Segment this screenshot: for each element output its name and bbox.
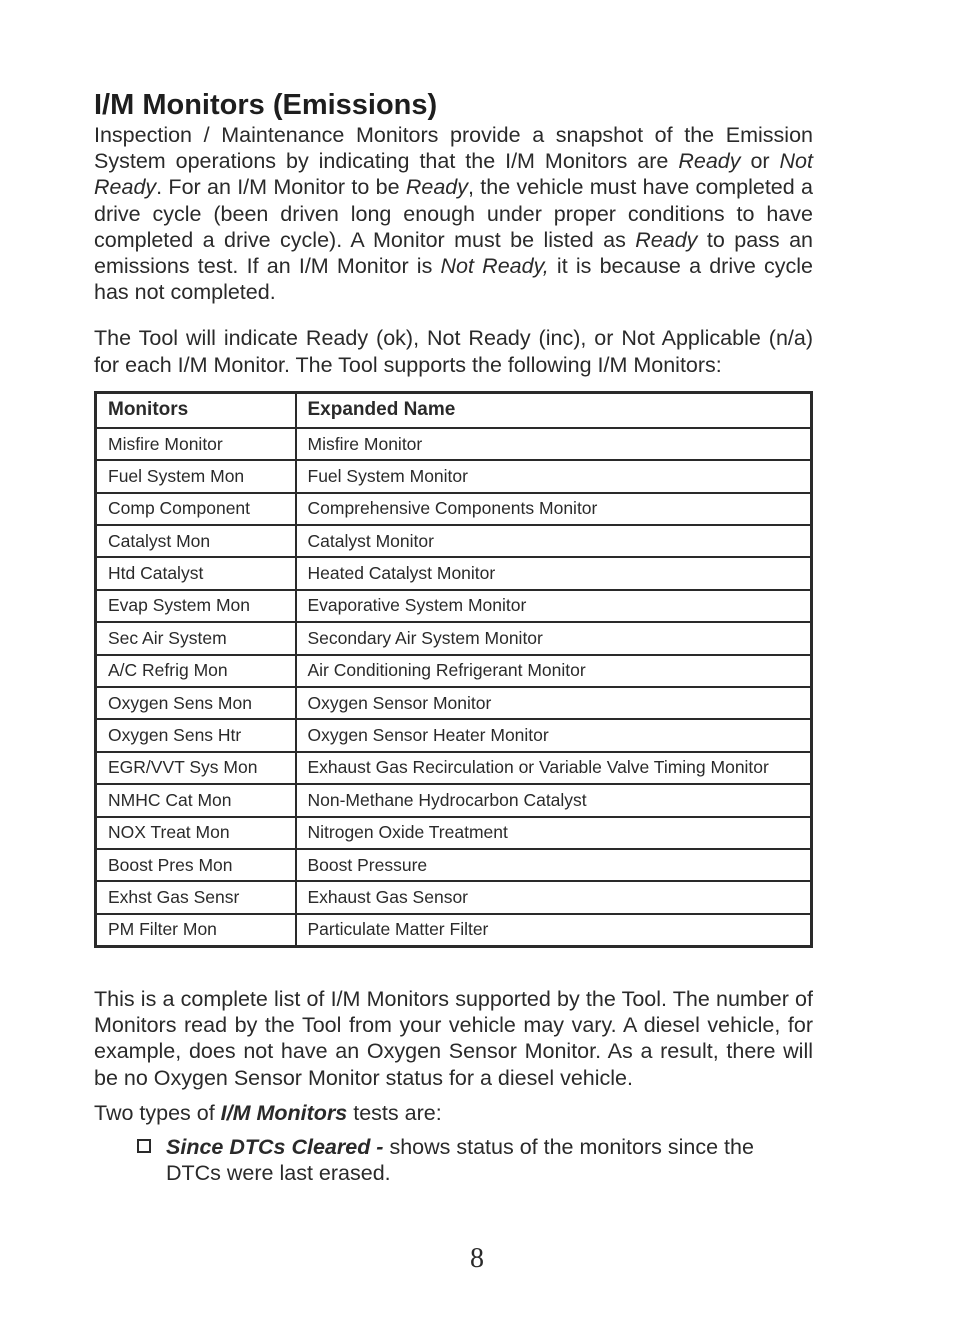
intro-text: to pass an emissions test. If an I/M Monitor is [94,227,813,279]
intro-paragraph [94,122,813,305]
table-row [96,849,812,881]
ready-term: Ready [635,227,698,252]
monitor-cell: Boost Pres Mon [96,849,296,881]
expanded-name-cell: Oxygen Sensor Heater Monitor [296,719,812,751]
ready-term: Ready [678,149,741,174]
table-row [96,557,812,589]
two-types-suffix: tests are: [347,1100,442,1125]
expanded-name-cell: Catalyst Monitor [296,525,812,557]
expanded-name-cell: Heated Catalyst Monitor [296,557,812,589]
bullet-description: shows status of the monitors since the DTCs were last erased. [166,1135,754,1186]
expanded-name-cell: Particulate Matter Filter [296,914,812,947]
table-row [96,525,812,557]
expanded-name-cell: Oxygen Sensor Monitor [296,687,812,719]
monitor-cell: Oxygen Sens Htr [96,719,296,751]
monitor-cell: Comp Component [96,493,296,525]
table-row [96,914,812,947]
monitor-cell: Htd Catalyst [96,557,296,589]
expanded-name-cell: Exhaust Gas Recirculation or Variable Valve Timing Monitor [296,752,812,784]
monitor-cell: Fuel System Mon [96,460,296,492]
table-row [96,817,812,849]
im-monitors-term: I/M Monitors [220,1100,348,1125]
expanded-name-cell: Exhaust Gas Sensor [296,881,812,913]
table-row [96,752,812,784]
intro-text: or [740,149,780,174]
column-header-expanded-name: Expanded Name [296,392,812,428]
table-header-row [96,392,812,428]
expanded-name-cell: Boost Pressure [296,849,812,881]
table-row [96,784,812,816]
monitor-cell: NOX Treat Mon [96,817,296,849]
expanded-name-cell: Misfire Monitor [296,428,812,460]
checkbox-bullet-icon [137,1139,151,1153]
monitors-table [94,391,813,948]
expanded-name-cell: Air Conditioning Refrigerant Monitor [296,655,812,687]
expanded-name-cell: Comprehensive Components Monitor [296,493,812,525]
monitor-cell: Sec Air System [96,622,296,654]
expanded-name-cell: Fuel System Monitor [296,460,812,492]
monitor-cell: Oxygen Sens Mon [96,687,296,719]
page-number: 8 [470,1243,484,1274]
bullet-text [166,1134,813,1186]
expanded-name-cell: Evaporative System Monitor [296,590,812,622]
not-ready-term: Not Ready, [440,254,549,279]
two-types-paragraph [94,1100,813,1126]
column-header-monitors: Monitors [96,392,296,428]
table-row [96,881,812,913]
expanded-name-cell: Secondary Air System Monitor [296,622,812,654]
complete-list-paragraph: This is a complete list of I/M Monitors supported by the Tool. The number of Monitors read by the Tool from your vehicle may vary. A diesel vehicle, for example, does not have an Oxygen Sensor Monitor. As a result, there will be no Oxygen Sensor Monitor status for a diesel vehicle. [94,987,813,1090]
table-row [96,428,812,460]
table-row [96,622,812,654]
intro-text: . For an I/M Monitor to be [156,175,406,200]
table-row [96,655,812,687]
monitor-cell: EGR/VVT Sys Mon [96,752,296,784]
intro-text: , the vehicle must have completed a drive cycle (been driven long enough under proper conditions to have completed a drive cycle). A Monitor must be listed as [94,175,813,252]
not-ready-term: Not Ready [94,149,813,200]
monitor-cell: Catalyst Mon [96,525,296,557]
two-types-prefix: Two types of [94,1100,221,1125]
table-row [96,493,812,525]
support-paragraph: The Tool will indicate Ready (ok), Not Ready (inc), or Not Applicable (n/a) for each I/M Monitor. The Tool supports the following I/M Monitors: [94,326,813,377]
table-row [96,687,812,719]
page-content [94,88,813,1187]
monitor-cell: Misfire Monitor [96,428,296,460]
monitor-cell: Exhst Gas Sensr [96,881,296,913]
table-row [96,590,812,622]
table-row [96,719,812,751]
page-title: I/M Monitors (Emissions) [94,89,438,121]
expanded-name-cell: Nitrogen Oxide Treatment [296,817,812,849]
bullet-item-since-dtcs-cleared [137,1134,813,1186]
bullet-term: Since DTCs Cleared - [166,1135,384,1160]
monitor-cell: A/C Refrig Mon [96,655,296,687]
monitor-cell: Evap System Mon [96,590,296,622]
intro-text: Inspection / Maintenance Monitors provide a snapshot of the Emission System operations by indicating that the I/M Monitors are [94,123,813,174]
table-body [96,428,812,947]
table-row [96,460,812,492]
monitor-cell: PM Filter Mon [96,914,296,947]
intro-text: it is because a drive cycle has not completed. [94,254,813,305]
ready-term: Ready [405,175,468,200]
monitor-cell: NMHC Cat Mon [96,784,296,816]
expanded-name-cell: Non-Methane Hydrocarbon Catalyst [296,784,812,816]
